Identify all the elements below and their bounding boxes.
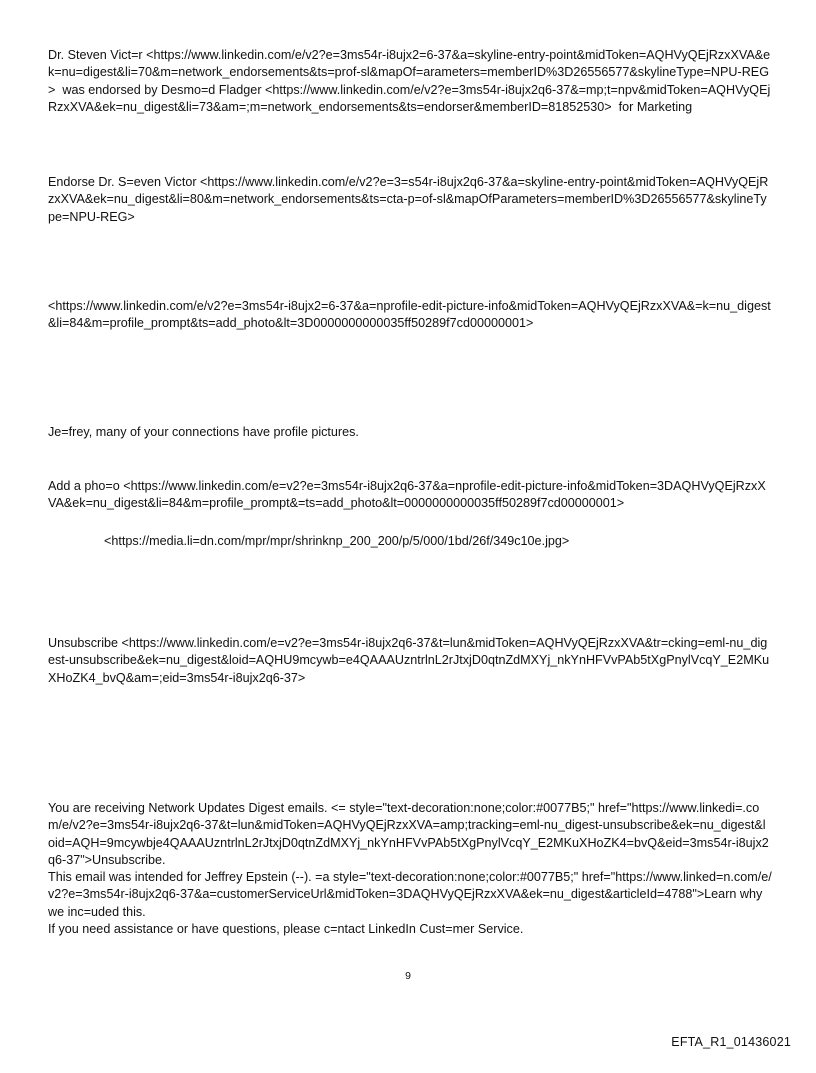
- unsubscribe-paragraph: Unsubscribe <https://www.linkedin.com/e=v2?e=3ms54r-i8ujx2q6-37&t=lun&midToken=AQHVyQEjRzxXVA&tr=cking=eml-nu_digest-unsubscribe&ek=nu_digest&loid=AQHU9mcywb=e4QAAAUzntrlnL2rJtxjD0qtnZdMXYj_nkYnHFVvPAb5tXgPnylVcqY_E2MKuXHoZK4_bvQ&am=;eid=3ms54r-i8ujx2q6-37>: [48, 636, 770, 685]
- bates-number: EFTA_R1_01436021: [671, 1035, 791, 1049]
- footer-paragraph: You are receiving Network Updates Digest emails. <= style="text-decoration:none;color:#0077B5;" href="https://www.linkedi=.com/e/v2?e=3ms54r-i8ujx2q6-37&t=lun&midToken=AQHVyQEjRzxXVA=amp;tracking=eml-nu_digest-unsubscribe&ek=nu_digest&loid=AQH=9mcywbje4QAAAUzntrlnL2rJtxjD0qtnZdMXYj_nkYnHFVvPAb5tXgPnylVcqY_E2MKuXHoZK4=bvQ&eid=3ms54r-i8ujx2q6-37">Unsubscribe. This email was intended for Jeffrey Epstein (--). =a style="text-decoration:none;color:#0077B5;" href="https://www.linked=n.com/e/v2?e=3ms54r-i8ujx2q6-37&a=customerServiceUrl&midToken=3DAQHVyQEjRzxXVA&ek=nu_digest&articleId=4788">Learn why we inc=uded this. If you need assistance or have questions, please c=ntact LinkedIn Cust=mer Service.: [48, 801, 772, 937]
- add-photo-paragraph: Add a pho=o <https://www.linkedin.com/e=v2?e=3ms54r-i8ujx2q6-37&a=nprofile-edit-picture-info&midToken=3DAQHVyQEjRzxXVA&ek=nu_digest&li=84&m=profile_prompt&=ts=add_photo&lt=0000000000035ff50289f7cd00000001>: [48, 479, 766, 511]
- endorse-cta-paragraph: Endorse Dr. S=even Victor <https://www.linkedin.com/e/v2?e=3=s54r-i8ujx2q6-37&a=skyline-entry-point&midToken=AQHVyQEjRzxXVA&ek=nu_digest&li=80&m=network_endorsements&ts=cta-p=of-sl&mapOfParameters=memberID%3D26556577&skylineType=NPU-REG>: [48, 175, 769, 224]
- connections-note: Je=frey, many of your connections have profile pictures.: [48, 425, 359, 439]
- page-number: 9: [405, 970, 411, 982]
- media-link: <https://media.li=dn.com/mpr/mpr/shrinknp_200_200/p/5/000/1bd/26f/349c10e.jpg>: [104, 534, 570, 548]
- profile-picture-link-paragraph: <https://www.linkedin.com/e/v2?e=3ms54r-i8ujx2=6-37&a=nprofile-edit-picture-info&midToken=AQHVyQEjRzxXVA&=k=nu_digest&li=84&m=profile_prompt&ts=add_photo&lt=3D0000000000035ff50289f7cd00000001>: [48, 299, 771, 331]
- endorsement-paragraph: Dr. Steven Vict=r <https://www.linkedin.com/e/v2?e=3ms54r-i8ujx2=6-37&a=skyline-entry-point&midToken=AQHVyQEjRzxXVA&ek=nu=digest&li=70&m=network_endorsements&ts=prof-sl&mapOf=arameters=memberID%3D26556577&skylineType=NPU-REG> was endorsed by Desmo=d Fladger <https://www.linkedin.com/e/v2?e=3ms54r-i8ujx2q6-37&=mp;t=npv&midToken=AQHVyQEjRzxXVA&ek=nu_digest&li=73&am=;m=network_endorsements&ts=endorser&memberID=81852530> for Marketing: [48, 48, 771, 114]
